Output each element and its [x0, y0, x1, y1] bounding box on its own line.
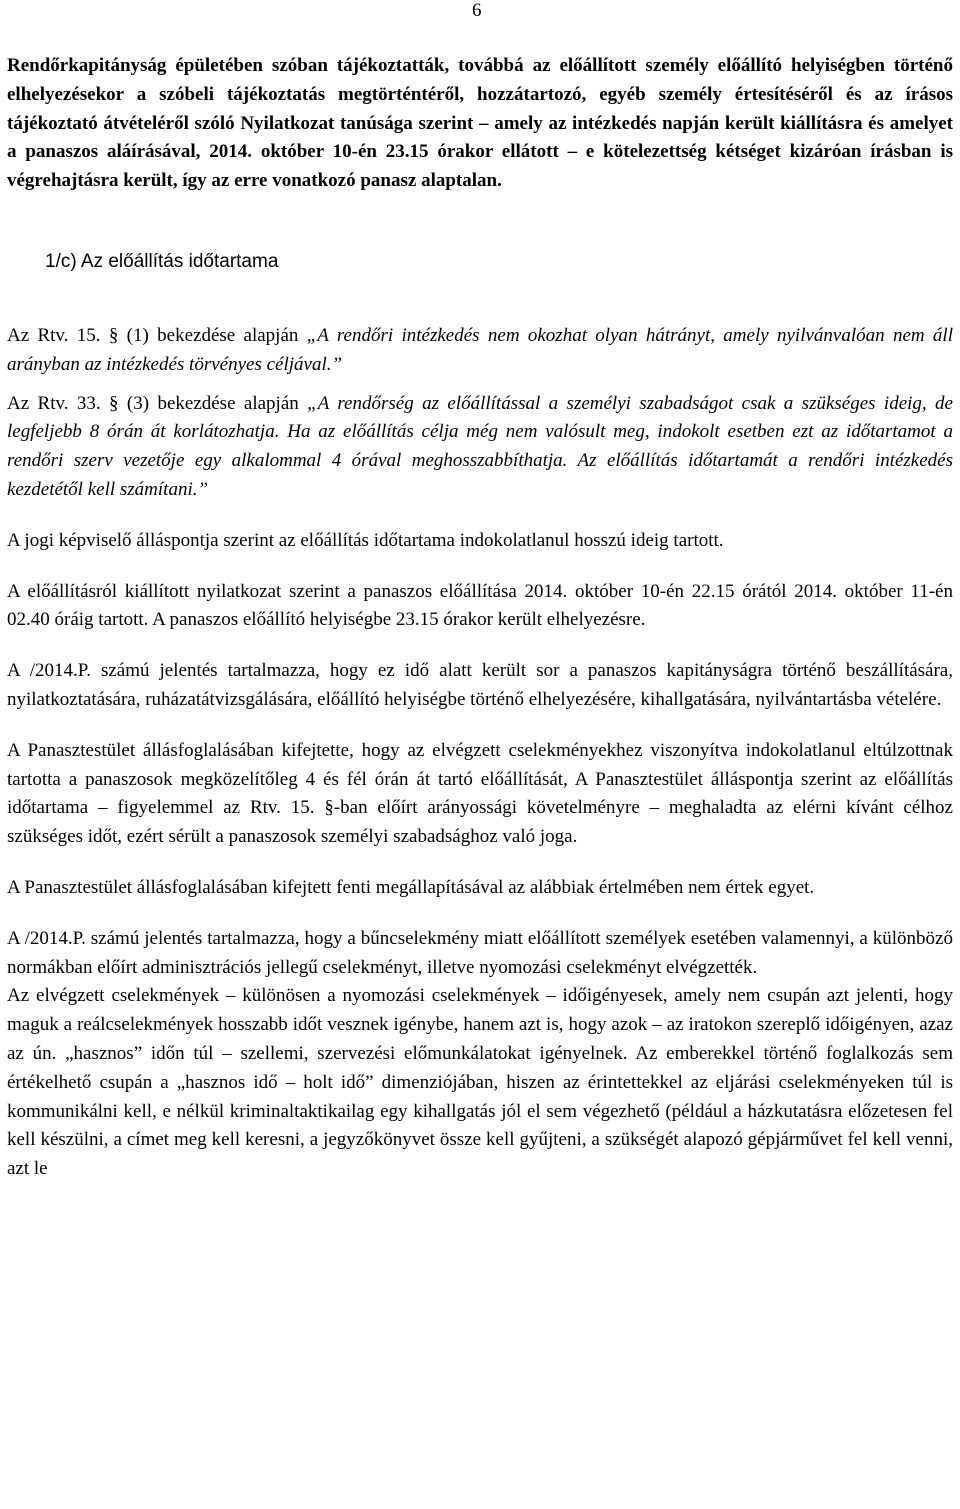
- rtv33-quote: „A rendőrség az előállítással a személyi szabadságot csak a szükséges ideig, de legfeljebb 8 órán át korlátozhatja. Ha az előállítás célja még nem valósult meg, indokolt esetben ezt az időtartamot a rendőri szerv vezetője egy alkalommal 4 órával meghosszabbíthatja. Az előállítás időtartamát a rendőri intézkedés kezdetétől kell számítani.”: [7, 392, 953, 500]
- intro-paragraph: Rendőrkapitányság épületében szóban tájékoztatták, továbbá az előállított személy előállító helyiségben történő elhelyezésekor a szóbeli tájékoztatás megtörténtéről, hozzátartozó, egyéb személy értesítéséről és az írásos tájékoztató átvételéről szóló Nyilatkozat tanúsága szerint – amely az intézkedés napján került kiállításra és amelyet a panaszos aláírásával, 2014. október 10-én 23.15 órakor ellátott – e kötelezettség kétséget kizáróan írásban is végrehajtásra került, így az erre vonatkozó panasz alaptalan.: [7, 55, 953, 192]
- rtv33-paragraph: [7, 390, 953, 505]
- page-number: 6: [472, 0, 482, 21]
- rtv15-paragraph: [7, 322, 953, 380]
- report-paragraph-2: A /2014.P. számú jelentés tartalmazza, hogy a bűncselekmény miatt előállított személyek esetében valamennyi, a különböző normákban előírt adminisztrációs jellegű cselekményt, illetve nyomozási cselekményt elvégzették.: [7, 927, 953, 978]
- declaration-paragraph: A előállításról kiállított nyilatkozat szerint a panaszos előállítása 2014. október 10-én 22.15 órától 2014. október 11-én 02.40 óráig tartott. A panaszos előállító helyiségbe 23.15 órakor került elhelyezésre.: [7, 580, 953, 631]
- board-paragraph-1: A Panasztestület állásfoglalásában kifejtette, hogy az elvégzett cselekményekhez viszonyítva indokolatlanul eltúlzottnak tartotta a panaszosok megközelítőleg 4 és fél órán át tartó előállítását, A Panasztestület álláspontja szerint az előállítás időtartama – figyelemmel az Rtv. 15. §-ban előírt arányossági követelményre – meghaladta az elérni kívánt célhoz szükséges időt, ezért sérült a panaszosok személyi szabadsághoz való joga.: [7, 739, 953, 848]
- legal-rep-paragraph: A jogi képviselő álláspontja szerint az előállítás időtartama indokolatlanul hosszú ideig tartott.: [7, 529, 724, 551]
- document-body: [7, 52, 953, 1184]
- rtv33-prefix: Az Rtv. 33. § (3) bekezdése alapján: [7, 392, 308, 414]
- section-heading: 1/c) Az előállítás időtartama: [45, 250, 279, 272]
- rtv15-prefix: Az Rtv. 15. § (1) bekezdése alapján: [7, 324, 307, 346]
- rtv15-quote: „A rendőri intézkedés nem okozhat olyan hátrányt, amely nyilvánvalóan nem áll arányban az intézkedés törvényes céljával.”: [7, 324, 953, 375]
- report-paragraph-1: A /2014.P. számú jelentés tartalmazza, hogy ez idő alatt került sor a panaszos kapitányságra történő beszállítására, nyilatkoztatására, ruházatátvizsgálására, előállító helyiségbe történő elhelyezésére, kihallgatására, nyilvántartásba vételére.: [7, 660, 953, 710]
- actions-paragraph: Az elvégzett cselekmények – különösen a nyomozási cselekmények – időigényesek, amely nem csupán azt jelenti, hogy maguk a reálcselekmények hosszabb időt vesznek igénybe, hanem azt is, hogy azok – az iratokon szereplő időigényen, azaz az ún. „hasznos” időn túl – szellemi, szervezési előmunkálatokat igényelnek. Az emberekkel történő foglalkozás sem értékelhető csupán a „hasznos idő – holt idő” dimenziójában, hiszen az érintettekkel az eljárási cselekményeken túl is kommunikálni kell, e nélkül kriminaltaktikailag egy kihallgatás jól el sem végezhető (például a házkutatásra előzetesen fel kell készülni, a címet meg kell keresni, a jegyzőkönyvet össze kell gyűjteni, a szükségét alapozó gépjárművet fel kell venni, azt le: [7, 985, 953, 1180]
- board-paragraph-2: A Panasztestület állásfoglalásában kifejtett fenti megállapításával az alábbiak értelmében nem értek egyet.: [7, 876, 815, 898]
